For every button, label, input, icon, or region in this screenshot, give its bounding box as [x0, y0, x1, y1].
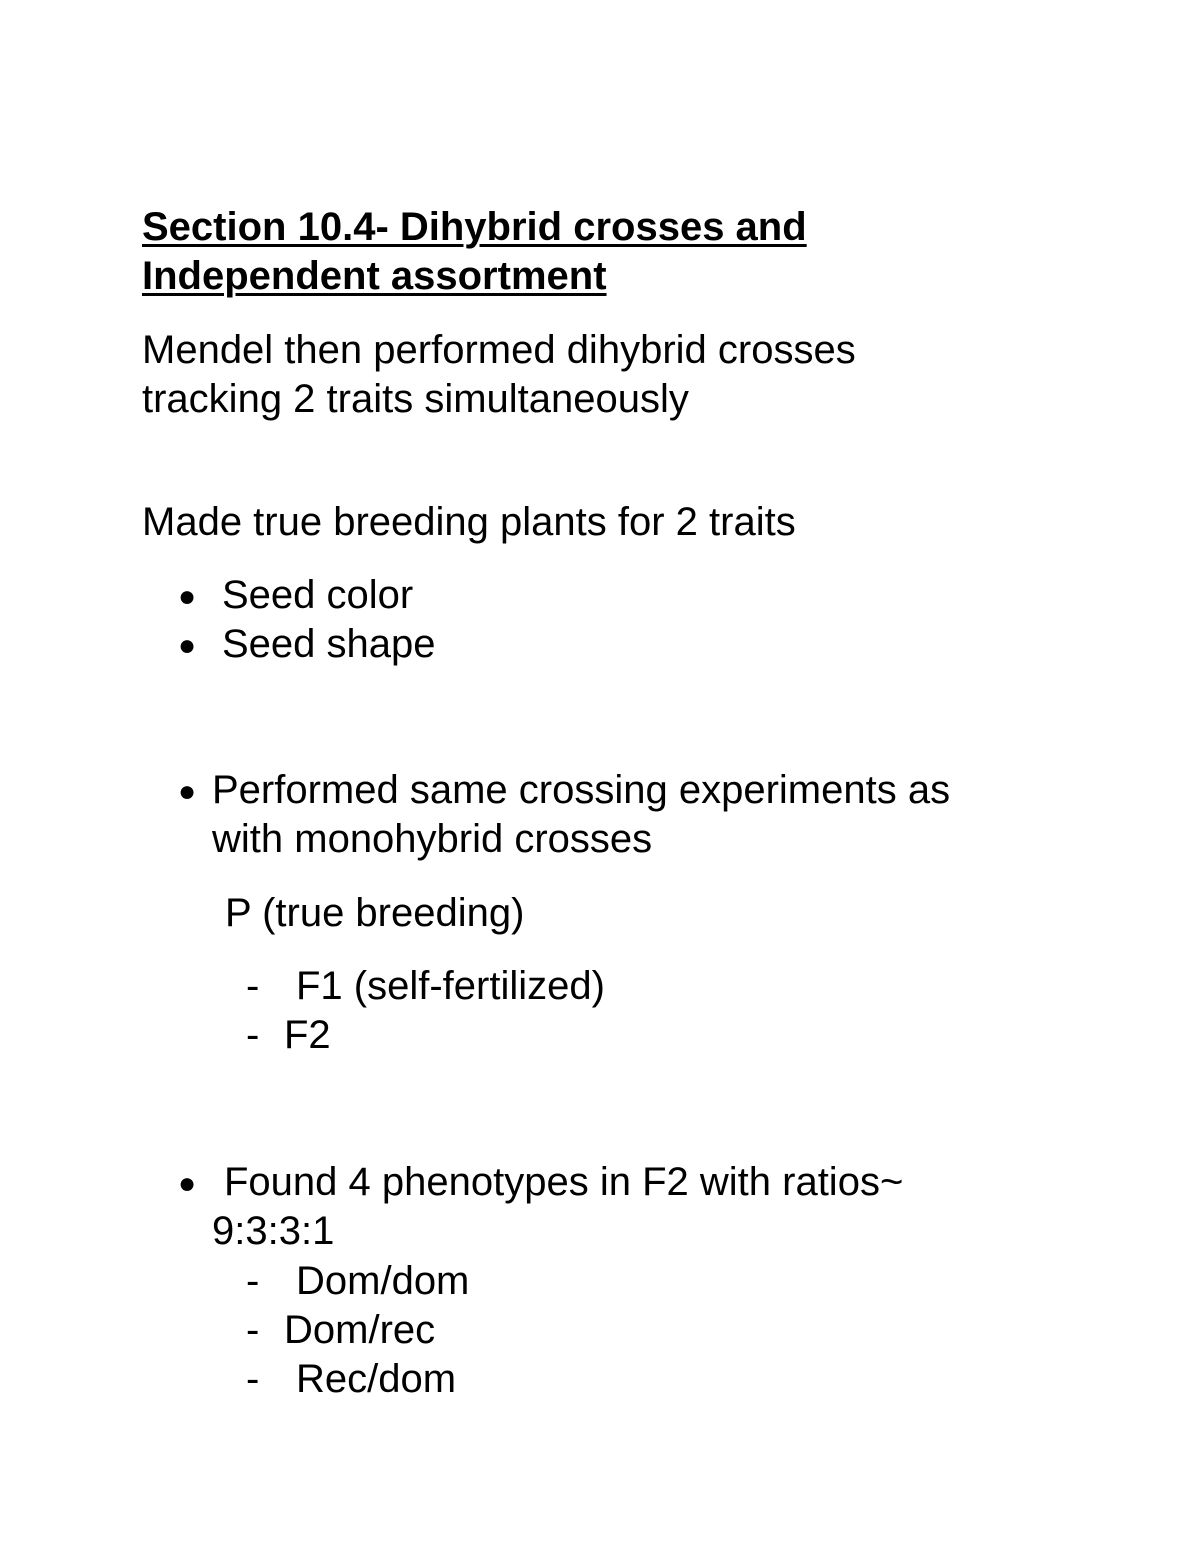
performed-line-1: Performed same crossing experiments as — [212, 768, 951, 812]
dash-icon: - — [246, 964, 260, 1008]
list-item-f1: F1 (self-fertilized) — [296, 964, 605, 1008]
intro-line-2: tracking 2 traits simultaneously — [142, 377, 689, 421]
bullet-icon: ● — [178, 775, 197, 808]
intro-line-1: Mendel then performed dihybrid crosses — [142, 328, 856, 372]
list-item-dom-rec: Dom/rec — [284, 1308, 436, 1352]
section-heading-line-2: Independent assortment — [142, 254, 607, 298]
found-line-2: 9:3:3:1 — [212, 1209, 335, 1253]
list-item-f2: F2 — [284, 1013, 331, 1057]
performed-line-2: with monohybrid crosses — [212, 817, 653, 861]
bullet-icon: ● — [178, 1167, 197, 1200]
bullet-icon: ● — [178, 580, 197, 613]
dash-icon: - — [246, 1259, 260, 1303]
dash-icon: - — [246, 1308, 260, 1352]
p-true-breeding: P (true breeding) — [225, 891, 525, 935]
made-true-breeding-text: Made true breeding plants for 2 traits — [142, 500, 796, 544]
found-line-1: Found 4 phenotypes in F2 with ratios~ — [224, 1160, 904, 1204]
dash-icon: - — [246, 1013, 260, 1057]
dash-icon: - — [246, 1357, 260, 1401]
list-item-dom-dom: Dom/dom — [296, 1259, 470, 1303]
list-item-seed-color: Seed color — [222, 573, 414, 617]
list-item-rec-dom: Rec/dom — [296, 1357, 457, 1401]
section-heading-line-1: Section 10.4- Dihybrid crosses and — [142, 205, 807, 249]
bullet-icon: ● — [178, 629, 197, 662]
list-item-seed-shape: Seed shape — [222, 622, 436, 666]
